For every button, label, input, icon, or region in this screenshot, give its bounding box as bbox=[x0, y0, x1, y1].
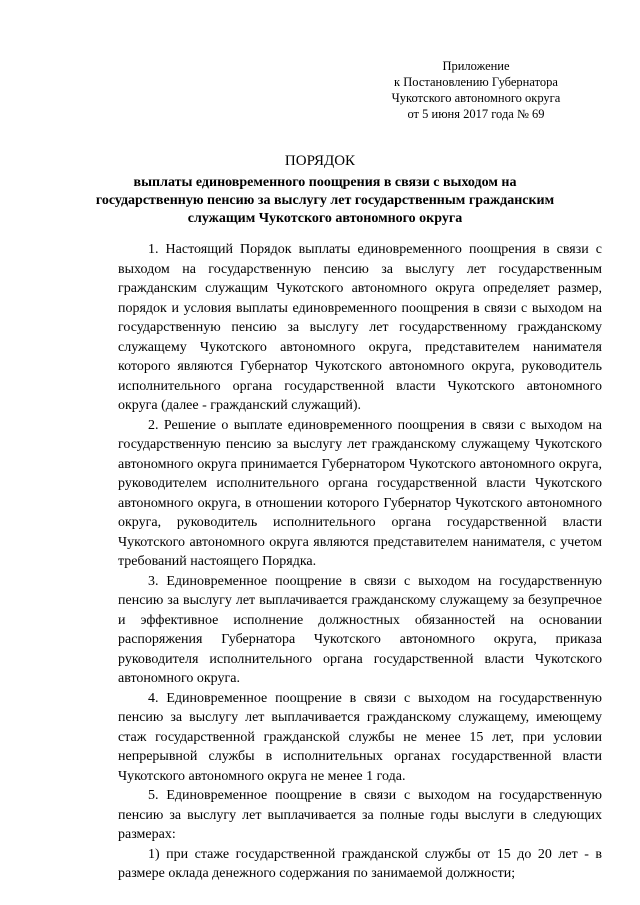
paragraph-5: 5. Единовременное поощрение в связи с выходом на государственную пенсию за выслугу лет выплачивается за полные годы выслуги в следующих размерах: bbox=[118, 788, 602, 842]
paragraph-2: 2. Решение о выплате единовременного поощрения в связи с выходом на государственную пенсию за выслугу лет гражданскому служащему Чукотского автономного округа принимается Губернатором Чукотского автономного округа, руководителем исполнительного органа государственной власти Чукотского автономного округа, в отношении которого Губернатор Чукотского автономного округа, руководитель исполнительного органа государственной власти Чукотского автономного округа являются представителем нанимателя, с учетом требований настоящего Порядка. bbox=[118, 417, 602, 569]
paragraph-3: 3. Единовременное поощрение в связи с выходом на государственную пенсию за выслугу лет выплачивается гражданскому служащему за безупречное и эффективное исполнение должностных обязанностей на основании распоряжения Губернатора Чукотского автономного округа, приказа руководителя исполнительного органа государственной власти Чукотского автономного округа. bbox=[118, 573, 602, 686]
paragraph-4: 4. Единовременное поощрение в связи с выходом на государственную пенсию за выслугу лет выплачивается гражданскому служащему, имеющему стаж государственной гражданской службы не менее 15 лет, при условии непрерывной службы в исполнительных органах государственной власти Чукотского автономного округа не менее 1 года. bbox=[118, 690, 602, 784]
document-body bbox=[118, 240, 602, 884]
document-subtitle: выплаты единовременного поощрения в связи с выходом на государственную пенсию за выслугу лет государственным гражданским служащим Чукотского автономного округа bbox=[95, 175, 555, 226]
appendix-block bbox=[356, 58, 596, 122]
appendix-line-4: от 5 июня 2017 года № 69 bbox=[407, 107, 545, 121]
document-title: ПОРЯДОК bbox=[284, 153, 356, 169]
appendix-line-2: к Постановлению Губернатора bbox=[394, 75, 558, 89]
appendix-line-1: Приложение bbox=[442, 59, 510, 73]
paragraph-5-item-1: 1) при стаже государственной гражданской службы от 15 до 20 лет - в размере оклада денежного содержания по занимаемой должности; bbox=[118, 846, 602, 881]
appendix-line-3: Чукотского автономного округа bbox=[391, 91, 561, 105]
paragraph-1: 1. Настоящий Порядок выплаты единовременного поощрения в связи с выходом на государственную пенсию за выслугу лет государственным гражданским служащим Чукотского автономного округа определяет размер, порядок и условия выплаты единовременного поощрения в связи с выходом на государственную пенсию за выслугу лет государственному гражданскому служащему Чукотского автономного округа, представителем нанимателя которого являются Губернатор Чукотского автономного округа, руководитель исполнительного органа государственной власти Чукотского автономного округа (далее - гражданский служащий). bbox=[118, 242, 602, 413]
